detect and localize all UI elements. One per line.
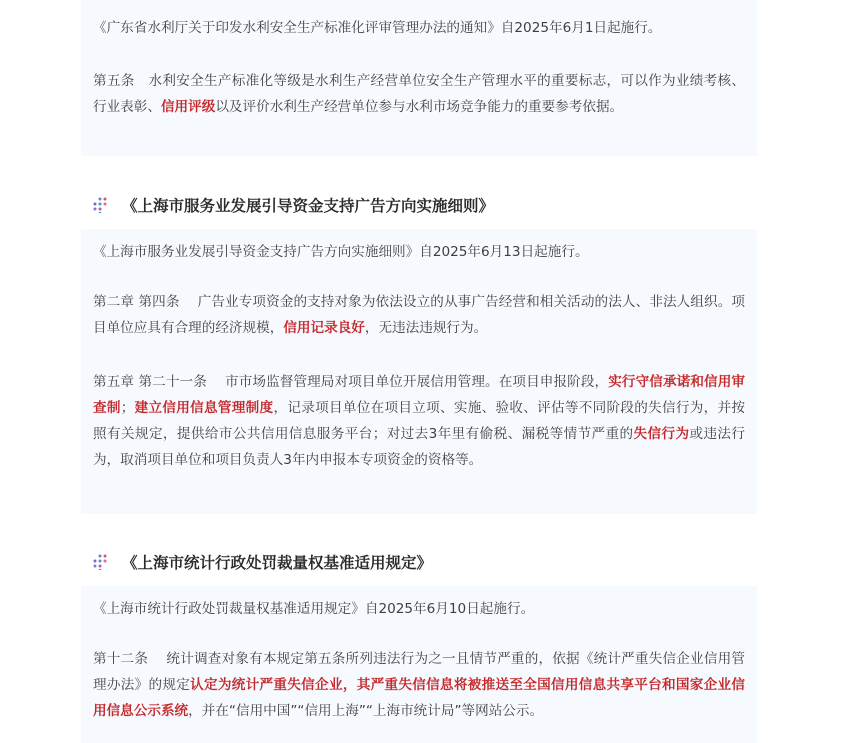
policy-card-shanghai-statistics bbox=[81, 586, 757, 743]
policy-card-shanghai-advertising bbox=[81, 229, 757, 514]
highlight-dishonest-behavior: 失信行为 bbox=[633, 426, 690, 442]
policy-article: 第二章 第四条 广告业专项资金的支持对象为依法设立的从事广告经营和相关活动的法人、非法人组织。项目单位应具有合理的经济规模，信用记录良好，无违法违规行为。 bbox=[93, 294, 745, 336]
section-heading-shanghai-advertising bbox=[92, 193, 494, 217]
section-title: 《上海市服务业发展引导资金支持广告方向实施细则》 bbox=[122, 197, 495, 215]
policy-card-guangdong bbox=[81, 0, 757, 156]
dot-grid-icon bbox=[92, 554, 108, 570]
section-heading-shanghai-statistics bbox=[92, 550, 432, 574]
policy-intro: 《广东省水利厅关于印发水利安全生产标准化评审管理办法的通知》自2025年6月1日起施行。 bbox=[93, 20, 662, 36]
policy-article: 第五章 第二十一条 市市场监督管理局对项目单位开展信用管理。在项目申报阶段，实行守信承诺和信用审查制；建立信用信息管理制度，记录项目单位在项目立项、实施、验收、评估等不同阶段的失信行为，并按照有关规定，提供给市公共信用信息服务平台；对过去3年里有偷税、漏税等情节严重的失信行为或违法行为，取消项目单位和项目负责人3年内申报本专项资金的资格等。 bbox=[93, 374, 746, 468]
dot-grid-icon bbox=[92, 197, 108, 213]
policy-article: 第五条 水利安全生产标准化等级是水利生产经营单位安全生产管理水平的重要标志，可以作为业绩考核、行业表彰、信用评级以及评价水利生产经营单位参与水利市场竞争能力的重要参考依据。 bbox=[93, 73, 745, 115]
highlight-credit-commitment: 实行守信承诺和信用审查制 bbox=[93, 374, 746, 416]
policy-intro: 《上海市统计行政处罚裁量权基准适用规定》自2025年6月10日起施行。 bbox=[93, 601, 535, 617]
section-title: 《上海市统计行政处罚裁量权基准适用规定》 bbox=[122, 554, 433, 572]
highlight-good-credit-record: 信用记录良好 bbox=[283, 320, 365, 336]
highlight-credit-info-system: 建立信用信息管理制度 bbox=[134, 400, 274, 416]
highlight-serious-dishonest-enterprise: 认定为统计严重失信企业，其严重失信信息将被推送至全国信用信息共享平台和国家企业信用信息公示系统 bbox=[93, 677, 746, 719]
policy-article: 第十二条 统计调查对象有本规定第五条所列违法行为之一且情节严重的，依据《统计严重失信企业信用管理办法》的规定认定为统计严重失信企业，其严重失信信息将被推送至全国信用信息共享平台和国家企业信用信息公示系统，并在“信用中国”“信用上海”“上海市统计局”等网站公示。 bbox=[93, 651, 746, 719]
policy-intro: 《上海市服务业发展引导资金支持广告方向实施细则》自2025年6月13日起施行。 bbox=[93, 244, 589, 260]
highlight-credit-rating: 信用评级 bbox=[160, 99, 216, 115]
